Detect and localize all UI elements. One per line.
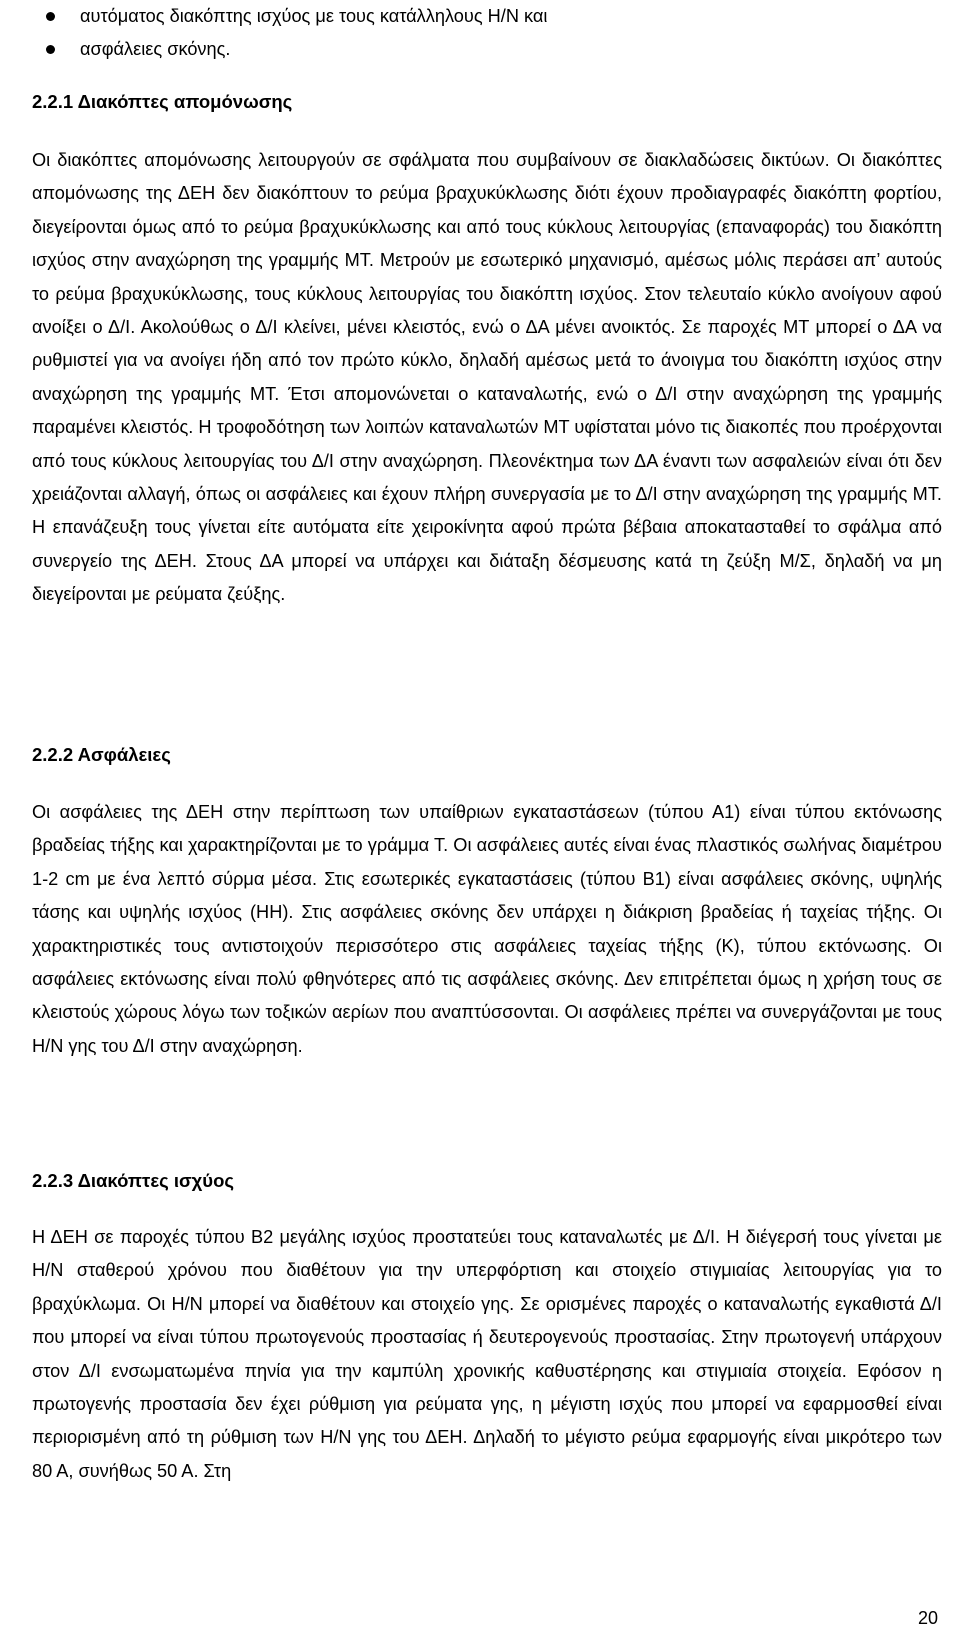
bullet-text: αυτόματος διακόπτης ισχύος με τους κατάλληλους Η/Ν και [80,6,548,26]
section-paragraph-circuit-breakers: Η ΔΕΗ σε παροχές τύπου Β2 μεγάλης ισχύος προστατεύει τους καταναλωτές με Δ/Ι. Η διέγερσή τους γίνεται με Η/Ν σταθερού χρόνου που διαθέτουν για την υπερφόρτιση και στοιχείο στιγμιαίας λειτουργίας για το βραχύκλωμα. Οι Η/Ν μπορεί να διαθέτουν και στοιχείο γης. Σε ορισμένες παροχές ο καταναλωτής εγκαθιστά Δ/Ι που μπορεί να είναι τύπου πρωτογενούς προστασίας ή δευτερογενούς προστασίας. Στην πρωτογενή υπάρχουν στον Δ/Ι ενσωματωμένα πηνία για την καμπύλη χρονικής καθυστέρησης και στιγμιαία στοιχεία. Εφόσον η πρωτογενής προστασία δεν έχει ρύθμιση για ρεύματα γης, η μέγιστη ισχύς που μπορεί να εφαρμοσθεί είναι περιορισμένη από τη ρύθμιση των Η/Ν γης του ΔΕΗ. Δηλαδή το μέγιστο ρεύμα εφαρμογής είναι μικρότερο των 80 Α, συνήθως 50 Α. Στη [32,1227,942,1481]
bullet-list [32,0,942,66]
section-heading-circuit-breakers: 2.2.3 Διακόπτες ισχύος [32,1170,234,1191]
bullet-item [32,0,942,33]
bullet-dot-icon [46,12,55,21]
section-paragraph-isolation-switches: Οι διακόπτες απομόνωσης λειτουργούν σε σφάλματα που συμβαίνουν σε διακλαδώσεις δικτύων. Οι διακόπτες απομόνωσης της ΔΕΗ δεν διακόπτουν το ρεύμα βραχυκύκλωσης διότι έχουν προδιαγραφές διακόπτη φορτίου, διεγείρονται όμως από το ρεύμα βραχυκύκλωσης και από τους κύκλους λειτουργίας (επαναφοράς) του διακόπτη ισχύος στην αναχώρηση της γραμμής ΜΤ. Μετρούν με εσωτερικό μηχανισμό, αμέσως μόλις περάσει απ’ αυτούς το ρεύμα βραχυκύκλωσης, τους κύκλους λειτουργίας του διακόπτη ισχύος. Στον τελευταίο κύκλο ανοίγουν αφού ανοίξει ο Δ/Ι. Ακολούθως ο Δ/Ι κλείνει, μένει κλειστός, ενώ ο ΔΑ μένει ανοικτός. Σε παροχές ΜΤ μπορεί ο ΔΑ να ρυθμιστεί για να ανοίγει ήδη από τον πρώτο κύκλο, δηλαδή αμέσως μετά το άνοιγμα του διακόπτη ισχύος στην αναχώρηση της γραμμής ΜΤ. Έτσι απομονώνεται ο καταναλωτής, ενώ ο Δ/Ι στην αναχώρηση της γραμμής παραμένει κλειστός. Η τροφοδότηση των λοιπών καταναλωτών ΜΤ υφίσταται μόνο τις διακοπές που προέρχονται από τους κύκλους λειτουργίας του Δ/Ι στην αναχώρηση. Πλεονέκτημα των ΔΑ έναντι των ασφαλειών είναι ότι δεν χρειάζονται αλλαγή, όπως οι ασφάλειες και έχουν πλήρη συνεργασία με το Δ/Ι στην αναχώρηση της γραμμής ΜΤ. Η επανάζευξη τους γίνεται είτε αυτόματα είτε χειροκίνητα αφού πρώτα βέβαια αποκατασταθεί το σφάλμα από συνεργείο της ΔΕΗ. Στους ΔΑ μπορεί να υπάρχει και διάταξη δέσμευσης κατά τη ζεύξη Μ/Σ, δηλαδή να μη διεγείρονται με ρεύματα ζεύξης. [32,150,942,605]
section-heading-isolation-switches: 2.2.1 Διακόπτες απομόνωσης [32,91,293,112]
page-number: 20 [917,1608,938,1628]
bullet-item [32,33,942,66]
bullet-text: ασφάλειες σκόνης. [80,39,231,59]
bullet-dot-icon [46,45,55,54]
section-heading-fuses: 2.2.2 Ασφάλειες [32,744,171,765]
section-paragraph-fuses: Οι ασφάλειες της ΔΕΗ στην περίπτωση των υπαίθριων εγκαταστάσεων (τύπου Α1) είναι τύπου εκτόνωσης βραδείας τήξης και χαρακτηρίζονται με το γράμμα Τ. Οι ασφάλειες αυτές είναι ένας πλαστικός σωλήνας διαμέτρου 1-2 cm με ένα λεπτό σύρμα μέσα. Στις εσωτερικές εγκαταστάσεις (τύπου Β1) είναι ασφάλειες σκόνης, υψηλής τάσης και υψηλής ισχύος (ΗΗ). Στις ασφάλειες σκόνης δεν υπάρχει η διάκριση βραδείας ή ταχείας τήξης. Οι χαρακτηριστικές τους αντιστοιχούν περισσότερο στις ασφάλειες ταχείας τήξης (Κ), τύπου εκτόνωσης. Οι ασφάλειες εκτόνωσης είναι πολύ φθηνότερες από τις ασφάλειες σκόνης. Δεν επιτρέπεται όμως η χρήση τους σε κλειστούς χώρους λόγω των τοξικών αερίων που αναπτύσσονται. Οι ασφάλειες πρέπει να συνεργάζονται με τους Η/Ν γης του Δ/Ι στην αναχώρηση. [32,802,942,1056]
